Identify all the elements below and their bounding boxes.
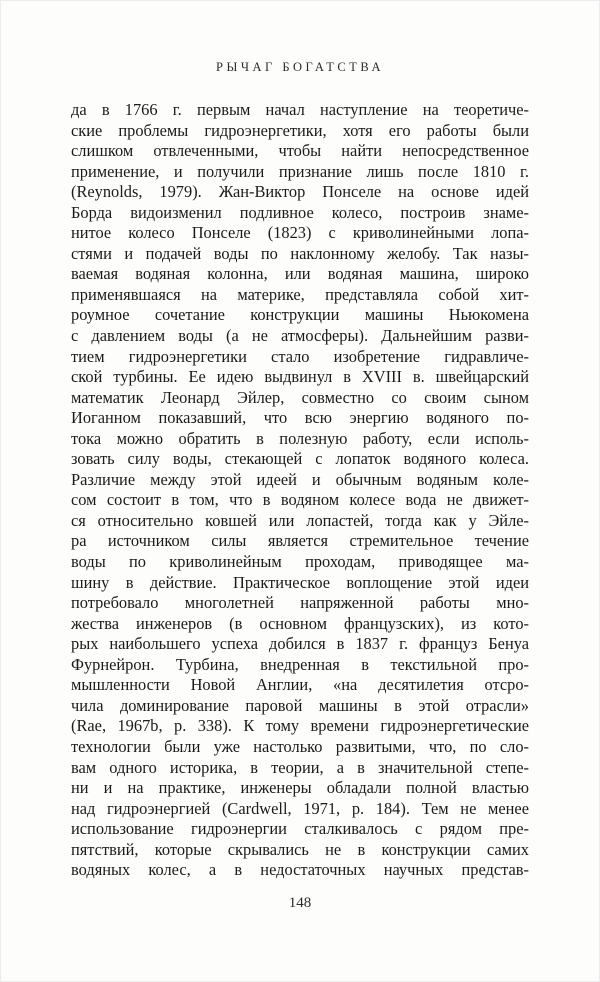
text-line: Борда видоизменил подливное колесо, построив знаме- xyxy=(71,202,529,222)
text-line: шину в действие. Практическое воплощение этой идеи xyxy=(71,572,529,592)
text-line: мышленности Новой Англии, «на десятилетия отсро- xyxy=(71,675,529,695)
text-line: применявшаяся на материке, представляла собой хит- xyxy=(71,284,529,304)
text-line: над гидроэнергией (Cardwell, 1971, p. 184). Тем не менее xyxy=(71,798,529,818)
text-line: (Reynolds, 1979). Жан-Виктор Понселе на основе идей xyxy=(71,182,529,202)
text-line: водяных колес, а в недостаточных научных представ- xyxy=(71,860,529,880)
text-line: рых наибольшего успеха добился в 1837 г. француз Бенуа xyxy=(71,634,529,654)
text-line: применение, и получили признание лишь после 1810 г. xyxy=(71,161,529,181)
text-line: слишком отвлеченными, чтобы найти непосредственное xyxy=(71,141,529,161)
text-line: воды по криволинейным проходам, приводящее ма- xyxy=(71,552,529,572)
text-line: Иоганном показавший, что всю энергию водяного по- xyxy=(71,408,529,428)
text-line: Фурнейрон. Турбина, внедренная в текстильной про- xyxy=(71,654,529,674)
text-line: использование гидроэнергии сталкивалось с рядом пре- xyxy=(71,819,529,839)
text-line: да в 1766 г. первым начал наступление на теоретиче- xyxy=(71,100,529,119)
text-line: Различие между этой идеей и обычным водяным коле- xyxy=(71,469,529,489)
text-line: ской турбины. Ее идею выдвинул в XVIII в. швейцарский xyxy=(71,367,529,387)
body-text xyxy=(71,100,529,881)
text-line: вам одного историка, в теории, а в значительной степе- xyxy=(71,757,529,777)
running-head: РЫЧАГ БОГАТСТВА xyxy=(216,60,384,74)
text-line: нитое колесо Понселе (1823) с криволинейными лопа- xyxy=(71,223,529,243)
text-line: ра источником силы является стремительное течение xyxy=(71,531,529,551)
text-line: (Rae, 1967b, p. 338). К тому времени гидроэнергетические xyxy=(71,716,529,736)
page-number: 148 xyxy=(288,895,312,911)
text-line: сом состоит в том, что в водяном колесе вода не движет- xyxy=(71,490,529,510)
text-line: технологии были уже настолько развитыми, что, по сло- xyxy=(71,736,529,756)
text-line: ские проблемы гидроэнергетики, хотя его работы были xyxy=(71,120,529,140)
text-line: потребовало многолетней напряженной работы мно- xyxy=(71,593,529,613)
text-line: чила доминирование паровой машины в этой отрасли» xyxy=(71,695,529,715)
text-line: тока можно обратить в полезную работу, если исполь- xyxy=(71,428,529,448)
text-line: жества инженеров (в основном французских), из кото- xyxy=(71,613,529,633)
text-line: зовать силу воды, стекающей с лопаток водяного колеса. xyxy=(71,449,529,469)
text-line: математик Леонард Эйлер, совместно со своим сыном xyxy=(71,387,529,407)
text-line: с давлением воды (а не атмосферы). Дальнейшим разви- xyxy=(71,326,529,346)
text-line: тием гидроэнергетики стало изобретение гидравличе- xyxy=(71,346,529,366)
text-line: ся относительно ковшей или лопастей, тогда как у Эйле- xyxy=(71,510,529,530)
text-line: ни и на практике, инженеры обладали полной властью xyxy=(71,778,529,798)
text-line: стями и подачей воды по наклонному желобу. Так назы- xyxy=(71,243,529,263)
text-line: роумное сочетание конструкции машины Ньюкомена xyxy=(71,305,529,325)
text-line: пятствий, которые скрывались не в конструкции самих xyxy=(71,839,529,859)
text-line: ваемая водяная колонна, или водяная машина, широко xyxy=(71,264,529,284)
